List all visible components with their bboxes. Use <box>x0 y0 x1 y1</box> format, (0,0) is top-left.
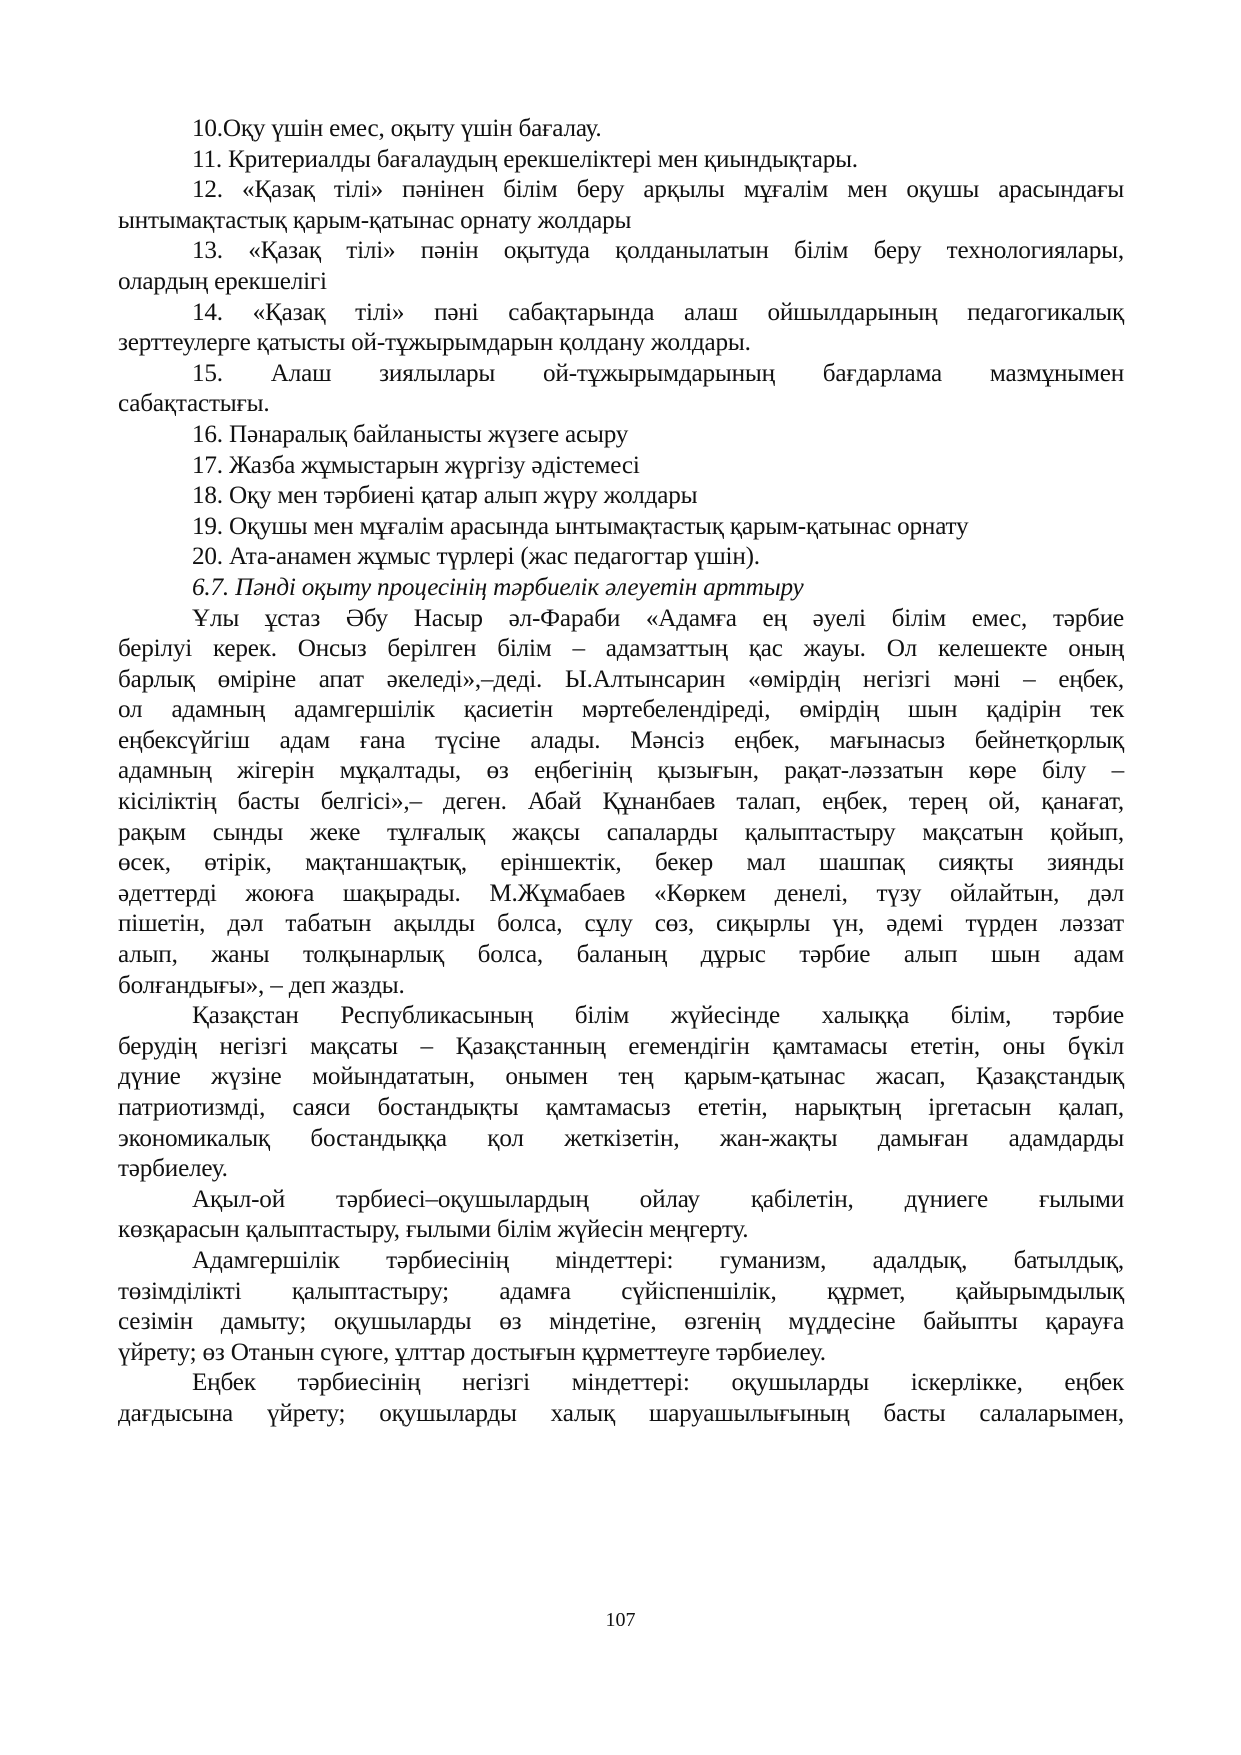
paragraph-line: сезімін дамыту; оқушыларды өз міндетіне, өзгенің мүддесіне байыпты қарауға <box>118 1308 1124 1336</box>
paragraph-line: тәрбиелеу. <box>118 1155 228 1183</box>
list-item-13-continuation: олардың ерекшелігі <box>118 267 327 295</box>
list-item-12: 12. «Қазақ тілі» пәнінен білім беру арқылы мұғалім мен оқушы арасындағы <box>192 176 1124 204</box>
paragraph-line: Ұлы ұстаз Әбу Насыр әл-Фараби «Адамға ең әуелі білім емес, тәрбие <box>192 604 1124 632</box>
list-item-14-continuation: зерттеулерге қатысты ой-тұжырымдарын қолдану жолдары. <box>118 329 751 357</box>
list-item-12-continuation: ынтымақтастық қарым-қатынас орнату жолдары <box>118 206 632 234</box>
paragraph-line: өсек, өтірік, мақтаншақтық, еріншектік, бекер мал шашпақ сияқты зиянды <box>118 849 1124 877</box>
paragraph-line: берілуі керек. Онсыз берілген білім – адамзаттың қас жауы. Ол келешекте оның <box>118 635 1124 663</box>
list-item-11: 11. Критериалды бағалаудың ерекшеліктері мен қиындықтары. <box>192 145 858 173</box>
paragraph-line: дағдысына үйрету; оқушыларды халық шаруашылығының басты салаларымен, <box>118 1399 1124 1427</box>
page-number: 107 <box>605 1609 636 1631</box>
paragraph-line: патриотизмді, саяси бостандықты қамтамасыз ететін, нарықтың іргетасын қалап, <box>118 1094 1124 1121</box>
document-page <box>118 114 1124 1430</box>
paragraph-line: барлық өміріне апат әкеледі»,–деді. Ы.Алтынсарин «өмірдің негізгі мәні – еңбек, <box>118 665 1124 693</box>
list-item-19: 19. Оқушы мен мұғалім арасында ынтымақтастық қарым-қатынас орнату <box>192 512 969 540</box>
paragraph-line: пішетін, дәл табатын ақылды болса, сұлу сөз, сиқырлы үн, әдемі түрден ләззат <box>118 910 1124 938</box>
paragraph-line: кісіліктің басты белгісі»,– деген. Абай Құнанбаев талап, еңбек, терең ой, қанағат, <box>118 788 1124 816</box>
list-item-13: 13. «Қазақ тілі» пәнін оқытуда қолданылатын білім беру технологиялары, <box>192 237 1124 265</box>
list-item-15: 15. Алаш зиялылары ой-тұжырымдарының бағдарлама мазмұнымен <box>192 359 1124 387</box>
list-item-18: 18. Оқу мен тәрбиені қатар алып жүру жолдары <box>192 482 698 510</box>
paragraph-line: адамның жігерін мұқалтады, өз еңбегінің қызығын, рақат-ләззатын көре білу – <box>118 757 1124 785</box>
paragraph-line: ол адамның адамгершілік қасиетін мәртебелендіреді, өмірдің шын қадірін тек <box>118 696 1124 724</box>
paragraph-line: дүние жүзіне мойындататын, онымен тең қарым-қатынас жасап, Қазақстандық <box>118 1063 1124 1091</box>
paragraph-line: еңбексүйгіш адам ғана түсіне алады. Мәнсіз еңбек, мағынасыз бейнетқорлық <box>118 726 1124 754</box>
paragraph-line: төзімділікті қалыптастыру; адамға сүйіспеншілік, құрмет, қайырымдылық <box>118 1277 1124 1305</box>
list-item-17: 17. Жазба жұмыстарын жүргізу әдістемесі <box>192 451 640 479</box>
paragraph-line: алып, жаны толқынарлық болса, баланың дұрыс тәрбие алып шын адам <box>118 941 1124 969</box>
paragraph-line: көзқарасын қалыптастыру, ғылыми білім жүйесін меңгерту. <box>118 1216 749 1244</box>
list-item-10: 10.Оқу үшін емес, оқыту үшін бағалау. <box>192 115 602 142</box>
paragraph-line: Қазақстан Республикасының білім жүйесінде халыққа білім, тәрбие <box>192 1002 1124 1030</box>
section-heading: 6.7. Пәнді оқыту процесінің тәрбиелік әлеуетін арттыру <box>192 573 804 601</box>
paragraph-line: экономикалық бостандыққа қол жеткізетін, жан-жақты дамыған адамдарды <box>118 1124 1124 1152</box>
list-item-20: 20. Ата-анамен жұмыс түрлері (жас педагогтар үшін). <box>192 543 760 571</box>
paragraph-line: Ақыл-ой тәрбиесі–оқушылардың ойлау қабілетін, дүниеге ғылыми <box>192 1185 1124 1213</box>
list-item-15-continuation: сабақтастығы. <box>118 390 270 418</box>
paragraph-line: болғандығы», – деп жазды. <box>118 971 405 999</box>
paragraph-line: әдеттерді жоюға шақырады. М.Жұмабаев «Көркем денелі, түзу ойлайтын, дәл <box>118 879 1124 907</box>
list-item-16: 16. Пәнаралық байланысты жүзеге асыру <box>192 420 629 448</box>
paragraph-line: берудің негізгі мақсаты – Қазақстанның егемендігін қамтамасы ететін, оны бүкіл <box>118 1032 1124 1060</box>
paragraph-line: рақым сынды жеке тұлғалық жақсы сапаларды қалыптастыру мақсатын қойып, <box>118 818 1124 846</box>
paragraph-line: Адамгершілік тәрбиесінің міндеттері: гуманизм, адалдық, батылдық, <box>192 1246 1124 1274</box>
paragraph-line: Еңбек тәрбиесінің негізгі міндеттері: оқушыларды іскерлікке, еңбек <box>192 1369 1124 1397</box>
list-item-14: 14. «Қазақ тілі» пәні сабақтарында алаш ойшылдарының педагогикалық <box>192 298 1124 326</box>
paragraph-line: үйрету; өз Отанын сүюге, ұлттар достығын құрметтеуге тәрбиелеу. <box>118 1338 826 1366</box>
